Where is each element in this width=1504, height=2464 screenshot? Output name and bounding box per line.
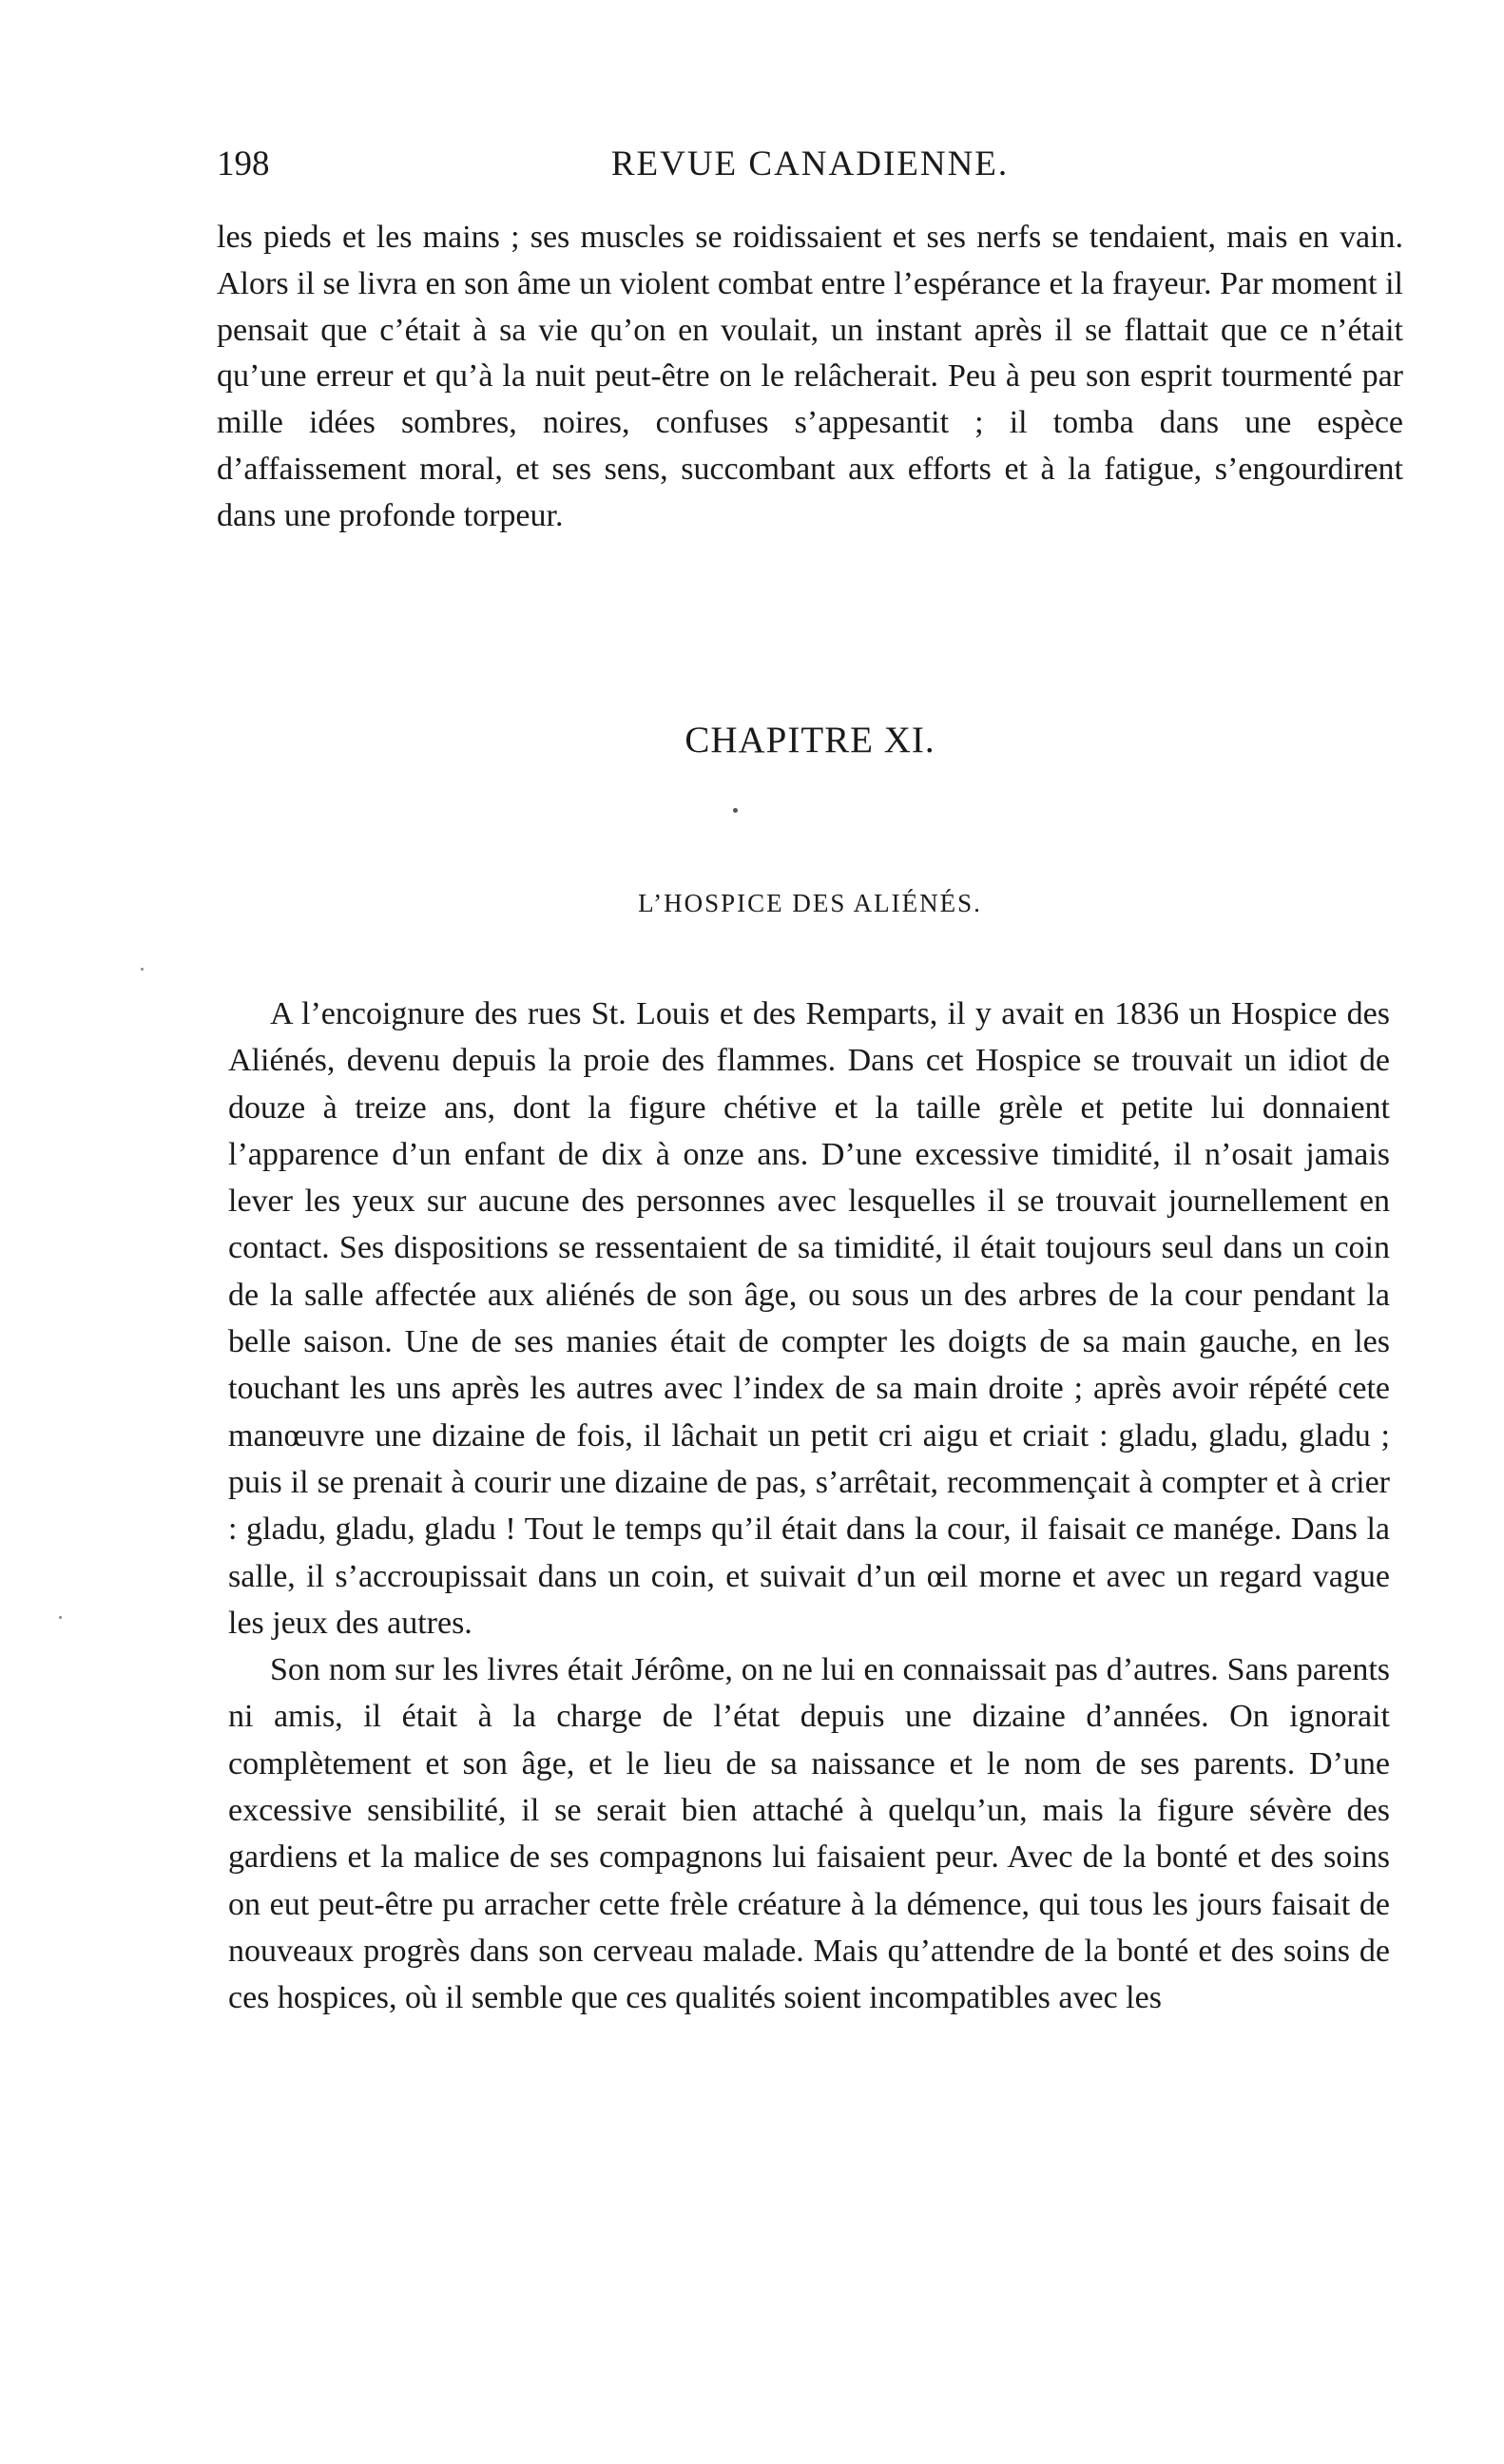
continuation-text: les pieds et les mains ; ses muscles se roidissaient et ses nerfs se tendaient, mais en vain. Alors il se livra en son âme un violent combat entre l’espérance et la frayeur. Par moment il pensait que c’était à sa vie qu’on en voulait, un instant après il se flattait que ce n’était qu’une erreur et qu’à la nuit peut-être on le relâcherait. Peu à peu son esprit tourmenté par mille idées sombres, noires, confuses s’appesantit ; il tomba dans une espèce d’affaissement moral, et ses sens, succombant aux efforts et à la fatigue, s’engourdirent dans une profonde torpeur. (217, 220, 1403, 533)
chapter-subtitle: L’HOSPICE DES ALIÉNÉS. (638, 889, 982, 917)
body-paragraph-2: Son nom sur les livres était Jérôme, on ne lui en connaissait pas d’autres. Sans parents ni amis, il était à la charge de l’état depuis une dizaine d’années. On ignorait complètement et son âge, et le lieu de sa naissance et le nom de ses parents. D’une excessive sensibilité, il se serait bien attaché à quelqu’un, mais la figure sévère des gardiens et la malice de ses compagnons lui faisaient peur. Avec de la bonté et des soins on eut peut-être pu arracher cette frèle créature à la démence, qui tous les jours faisait de nouveaux progrès dans son cerveau malade. Mais qu’attendre de la bonté et des soins de ces hospices, où il semble que ces qualités soient incompatibles avec les (228, 1652, 1390, 2016)
chapter-title: CHAPITRE XI. (685, 720, 935, 760)
chapter-body (228, 991, 1390, 2022)
margin-speck (141, 968, 144, 971)
journal-title: REVUE CANADIENNE. (610, 144, 1010, 183)
continuation-paragraph (217, 215, 1403, 540)
running-head (217, 141, 1403, 188)
ornament-dot (733, 808, 738, 813)
page-number: 198 (217, 144, 270, 183)
margin-speck (59, 1616, 62, 1619)
body-paragraph-1: A l’encoignure des rues St. Louis et des Remparts, il y avait en 1836 un Hospice des Aliénés, devenu depuis la proie des flammes. Dans cet Hospice se trouvait un idiot de douze à treize ans, dont la figure chétive et la taille grèle et petite lui donnaient l’apparence d’un enfant de dix à onze ans. D’une excessive timidité, il n’osait jamais lever les yeux sur aucune des personnes avec lesquelles il se trouvait journellement en contact. Ses dispositions se ressentaient de sa timidité, il était toujours seul dans un coin de la salle affectée aux aliénés de son âge, ou sous un des arbres de la cour pendant la belle saison. Une de ses manies était de compter les doigts de sa main gauche, en les touchant les uns après les autres avec l’index de sa main droite ; après avoir répété cete manœuvre une dizaine de fois, il lâchait un petit cri aigu et criait : gladu, gladu, gladu ; puis il se prenait à courir une dizaine de pas, s’arrêtait, recommençait à compter et à crier : gladu, gladu, gladu ! Tout le temps qu’il était dans la cour, il faisait ce manége. Dans la salle, il s’accroupissait dans un coin, et suivait d’un œil morne et avec un regard vague les jeux des autres. (228, 996, 1390, 1641)
